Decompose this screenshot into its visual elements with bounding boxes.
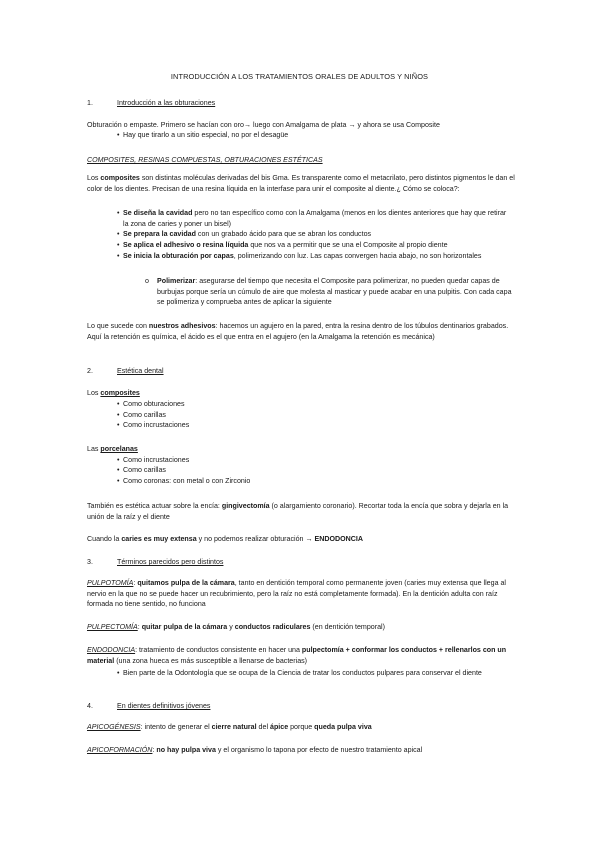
list-item-text <box>123 240 513 251</box>
bold-term: Se aplica el adhesivo o resina líquida <box>123 241 249 249</box>
bold-term: gingivectomía <box>221 502 270 510</box>
bold-term: conductos radiculares <box>234 623 311 631</box>
text-run: : intento de generar el <box>140 723 212 731</box>
list-item-text: Como incrustaciones <box>123 421 190 429</box>
list-item-text: Hay que tirarlo a un sitio especial, no por el desagüe <box>123 131 289 139</box>
list-item-text <box>157 276 513 308</box>
text-run: del <box>256 723 270 731</box>
bullet-icon: • <box>117 230 120 238</box>
composites-heading: COMPOSITES, RESINAS COMPUESTAS, OBTURACIONES ESTÉTICAS <box>87 156 323 164</box>
bullet-icon: • <box>117 131 120 139</box>
bullet-icon: • <box>117 209 120 217</box>
adhesives-paragraph <box>87 321 517 342</box>
caries-paragraph <box>87 534 509 545</box>
list-item-text <box>123 251 513 262</box>
text-run: (o alargamiento coronario). Recortar toda la encía que sobra y dejarla en la unión de la raíz y el diente <box>87 502 509 521</box>
section-number: 3. <box>87 558 93 566</box>
bold-term: cierre natural <box>211 723 257 731</box>
bold-term: composites <box>100 389 140 397</box>
list-item-text: Como carillas <box>123 466 166 474</box>
porcelains-label <box>87 444 509 455</box>
document-title: INTRODUCCIÓN A LOS TRATAMIENTOS ORALES DE ADULTOS Y NIÑOS <box>170 72 429 81</box>
section-number: 2. <box>87 367 93 375</box>
section-number: 1. <box>87 99 93 107</box>
section-1-heading <box>87 98 215 109</box>
bullet-icon: • <box>117 421 120 429</box>
composites-label <box>87 388 509 399</box>
text-run: (una zona hueca es más susceptible a llenarse de bacterias) <box>114 656 308 665</box>
text-run: , polimerizando con luz. Las capas convergen hacia abajo, no son horizontales <box>233 252 482 260</box>
bullet-icon: • <box>117 466 120 474</box>
bold-term: composites <box>100 174 140 182</box>
section-title: Términos parecidos pero distintos <box>117 558 224 566</box>
bold-term: queda pulpa viva <box>314 723 372 731</box>
text-run: Los <box>87 174 101 182</box>
term: APICOGÉNESIS <box>87 723 141 731</box>
section-number: 4. <box>87 702 93 710</box>
bold-term: ápice <box>270 723 289 731</box>
list-item-text: Bien parte de la Odontología que se ocupa de la Ciencia de tratar los conductos pulpares para conservar el diente <box>123 669 482 677</box>
pulpotomy-paragraph <box>87 578 515 610</box>
text-run: : tratamiento de conductos consistente en hacer una <box>135 646 302 654</box>
text-run: : <box>137 623 142 631</box>
bullet-icon: • <box>117 477 120 485</box>
bold-term: nuestros adhesivos <box>148 322 216 330</box>
circle-bullet-icon: o <box>145 277 149 285</box>
list-item-text: Como coronas: con metal o con Zirconio <box>123 477 251 485</box>
bold-term: porcelanas <box>100 445 138 453</box>
text-run: y ahora se usa Composite <box>355 121 440 129</box>
bold-term: quitar pulpa de la cámara <box>141 623 228 631</box>
bullet-icon: • <box>117 669 120 677</box>
text-run: Los <box>87 389 101 397</box>
list-item-text <box>123 229 513 240</box>
term: PULPOTOMÍA <box>87 579 134 587</box>
list-item-text: Como carillas <box>123 411 166 419</box>
obturation-paragraph <box>87 120 509 131</box>
bullet-icon: • <box>117 456 120 464</box>
text-run: También es estética actuar sobre la encía: <box>87 502 222 510</box>
bold-term: quitamos pulpa de la cámara <box>137 579 235 587</box>
arrow-icon: → <box>243 121 252 129</box>
section-4-heading <box>87 701 210 712</box>
bullet-icon: • <box>117 241 120 249</box>
bold-term: ENDODONCIA <box>312 535 364 543</box>
text-run: : <box>133 579 138 587</box>
text-run: y no podemos realizar obturación <box>196 535 306 543</box>
text-run: y <box>227 623 235 631</box>
apicoformation-paragraph <box>87 745 509 756</box>
text-run: y el organismo lo tapona por efecto de nuestro tratamiento apical <box>215 746 423 754</box>
bold-term: Se diseña la cavidad <box>123 209 193 217</box>
pulpectomy-paragraph <box>87 622 509 633</box>
text-run: porque <box>288 723 315 731</box>
bold-term: pulpectomía + conformar los conductos + rellenarlos con un material <box>87 646 507 665</box>
arrow-icon: → <box>305 535 313 543</box>
text-run: : asegurarse del tiempo que necesita el Composite para polimerizar, no pueden quedar capas de burbujas porque sería un cúmulo de aire que molesta al masticar y puede acabar en una pulpitis. Con cada capa se polimeriza y comprueba antes de aplicar la siguiente <box>157 277 512 307</box>
bold-term: Polimerizar <box>157 277 196 285</box>
text-run: Obturación o empaste. Primero se hacían con oro <box>87 121 244 129</box>
section-title: Introducción a las obturaciones <box>117 99 216 107</box>
arrow-icon: → <box>348 121 356 129</box>
text-run: (en dentición temporal) <box>310 623 385 631</box>
text-run: : <box>152 746 157 754</box>
bold-term: Se inicia la obturación por capas <box>123 252 234 260</box>
text-run: luego con Amalgama de plata <box>251 121 349 129</box>
term: APICOFORMACIÓN <box>87 746 153 754</box>
text-run: : hacemos un agujero en la pared, entra la resina dentro de los túbulos dentinarios grabados. Aquí la retención es química, el ácido es el que entra en el agujero (en la Amalgama la retención es mecánica) <box>87 322 509 341</box>
bold-term: Se prepara la cavidad <box>123 230 196 238</box>
term: PULPECTOMÍA <box>87 623 138 631</box>
apicogenesis-paragraph <box>87 722 509 733</box>
section-3-heading <box>87 557 223 568</box>
text-run: , tanto en dentición temporal como permanente joven (caries muy extensa que llega al nervio en la que no se puede hacer un recubrimiento, pero la raíz no está completamente formada). En la dentición adulta con raíz formada no tiene sentido, no funciona <box>87 579 507 609</box>
text-run: Las <box>87 445 101 453</box>
list-item-text: Como obturaciones <box>123 400 185 408</box>
text-run: Cuando la <box>87 535 122 543</box>
text-run: que nos va a permitir que se una el Composite al propio diente <box>248 241 448 249</box>
list-item-text: Como incrustaciones <box>123 456 190 464</box>
text-run: pero no tan específico como con la Amalgama (menos en los dientes anteriores que hay que retirar la zona de caries y poner un bisel) <box>123 209 507 228</box>
bullet-icon: • <box>117 252 120 260</box>
bullet-icon: • <box>117 411 120 419</box>
section-title: Estética dental <box>117 367 164 375</box>
text-run: Lo que sucede con <box>87 322 149 330</box>
text-run: con un grabado ácido para que se abran los conductos <box>195 230 372 238</box>
bold-term: caries es muy extensa <box>121 535 197 543</box>
term: ENDODONCIA <box>87 646 136 654</box>
bold-term: no hay pulpa viva <box>156 746 216 754</box>
section-title: En dientes definitivos jóvenes <box>117 702 211 710</box>
endodontics-paragraph <box>87 645 513 666</box>
composites-paragraph <box>87 173 515 194</box>
section-2-heading <box>87 366 164 377</box>
bullet-icon: • <box>117 400 120 408</box>
text-run: son distintas moléculas derivadas del bis Gma. Es transparente como el metacrilato, pero distintos pigmentos le dan el color de los dientes. Precisan de una resina líquida en la interfase para unir el composite al diente.¿ Cómo se coloca?: <box>87 174 515 193</box>
list-item-text <box>123 208 513 229</box>
gingivectomy-paragraph <box>87 501 513 522</box>
